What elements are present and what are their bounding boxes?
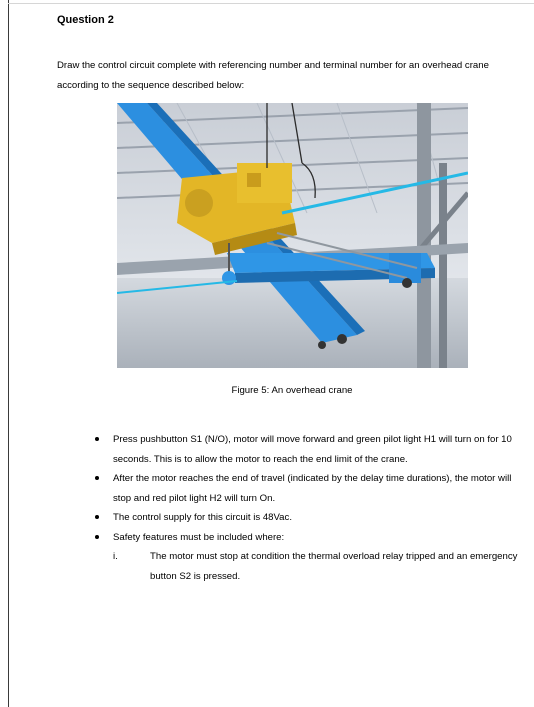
sequence-list — [95, 430, 525, 586]
question-intro: Draw the control circuit complete with referencing number and terminal number for an overhead crane according to the sequence described below: — [57, 60, 489, 91]
bullet-icon — [95, 437, 99, 441]
roman-numeral-marker: i. — [113, 551, 118, 562]
sublist-item-text: The motor must stop at condition the thermal overload relay tripped and an emergency button S2 is pressed. — [150, 551, 518, 582]
list-item — [95, 508, 525, 528]
page-left-border — [8, 0, 9, 707]
list-item — [95, 469, 525, 508]
bullet-icon — [95, 515, 99, 519]
figure-caption — [0, 385, 534, 396]
list-item-text: Safety features must be included where: — [113, 531, 285, 543]
list-item-text: Press pushbutton S1 (N/O), motor will move forward and green pilot light H1 will turn on for 10 seconds. This is to allow the motor to reach the end limit of the crane. — [113, 434, 512, 465]
figure-caption-text: Figure 5: An overhead crane — [231, 385, 353, 396]
page-top-border — [8, 3, 534, 4]
bullet-icon — [95, 476, 99, 480]
crane-illustration — [117, 103, 468, 368]
safety-sublist — [113, 547, 525, 586]
question-heading: Question 2 — [57, 14, 114, 26]
bullet-icon — [95, 535, 99, 539]
sublist-item — [113, 547, 525, 586]
list-item — [95, 528, 525, 587]
list-item — [95, 430, 525, 469]
list-item-text: After the motor reaches the end of travel (indicated by the delay time durations), the motor will stop and red pilot light H2 will turn On. — [113, 473, 512, 504]
list-item-text: The control supply for this circuit is 48Vac. — [113, 512, 292, 523]
overhead-crane-photo — [117, 103, 468, 368]
